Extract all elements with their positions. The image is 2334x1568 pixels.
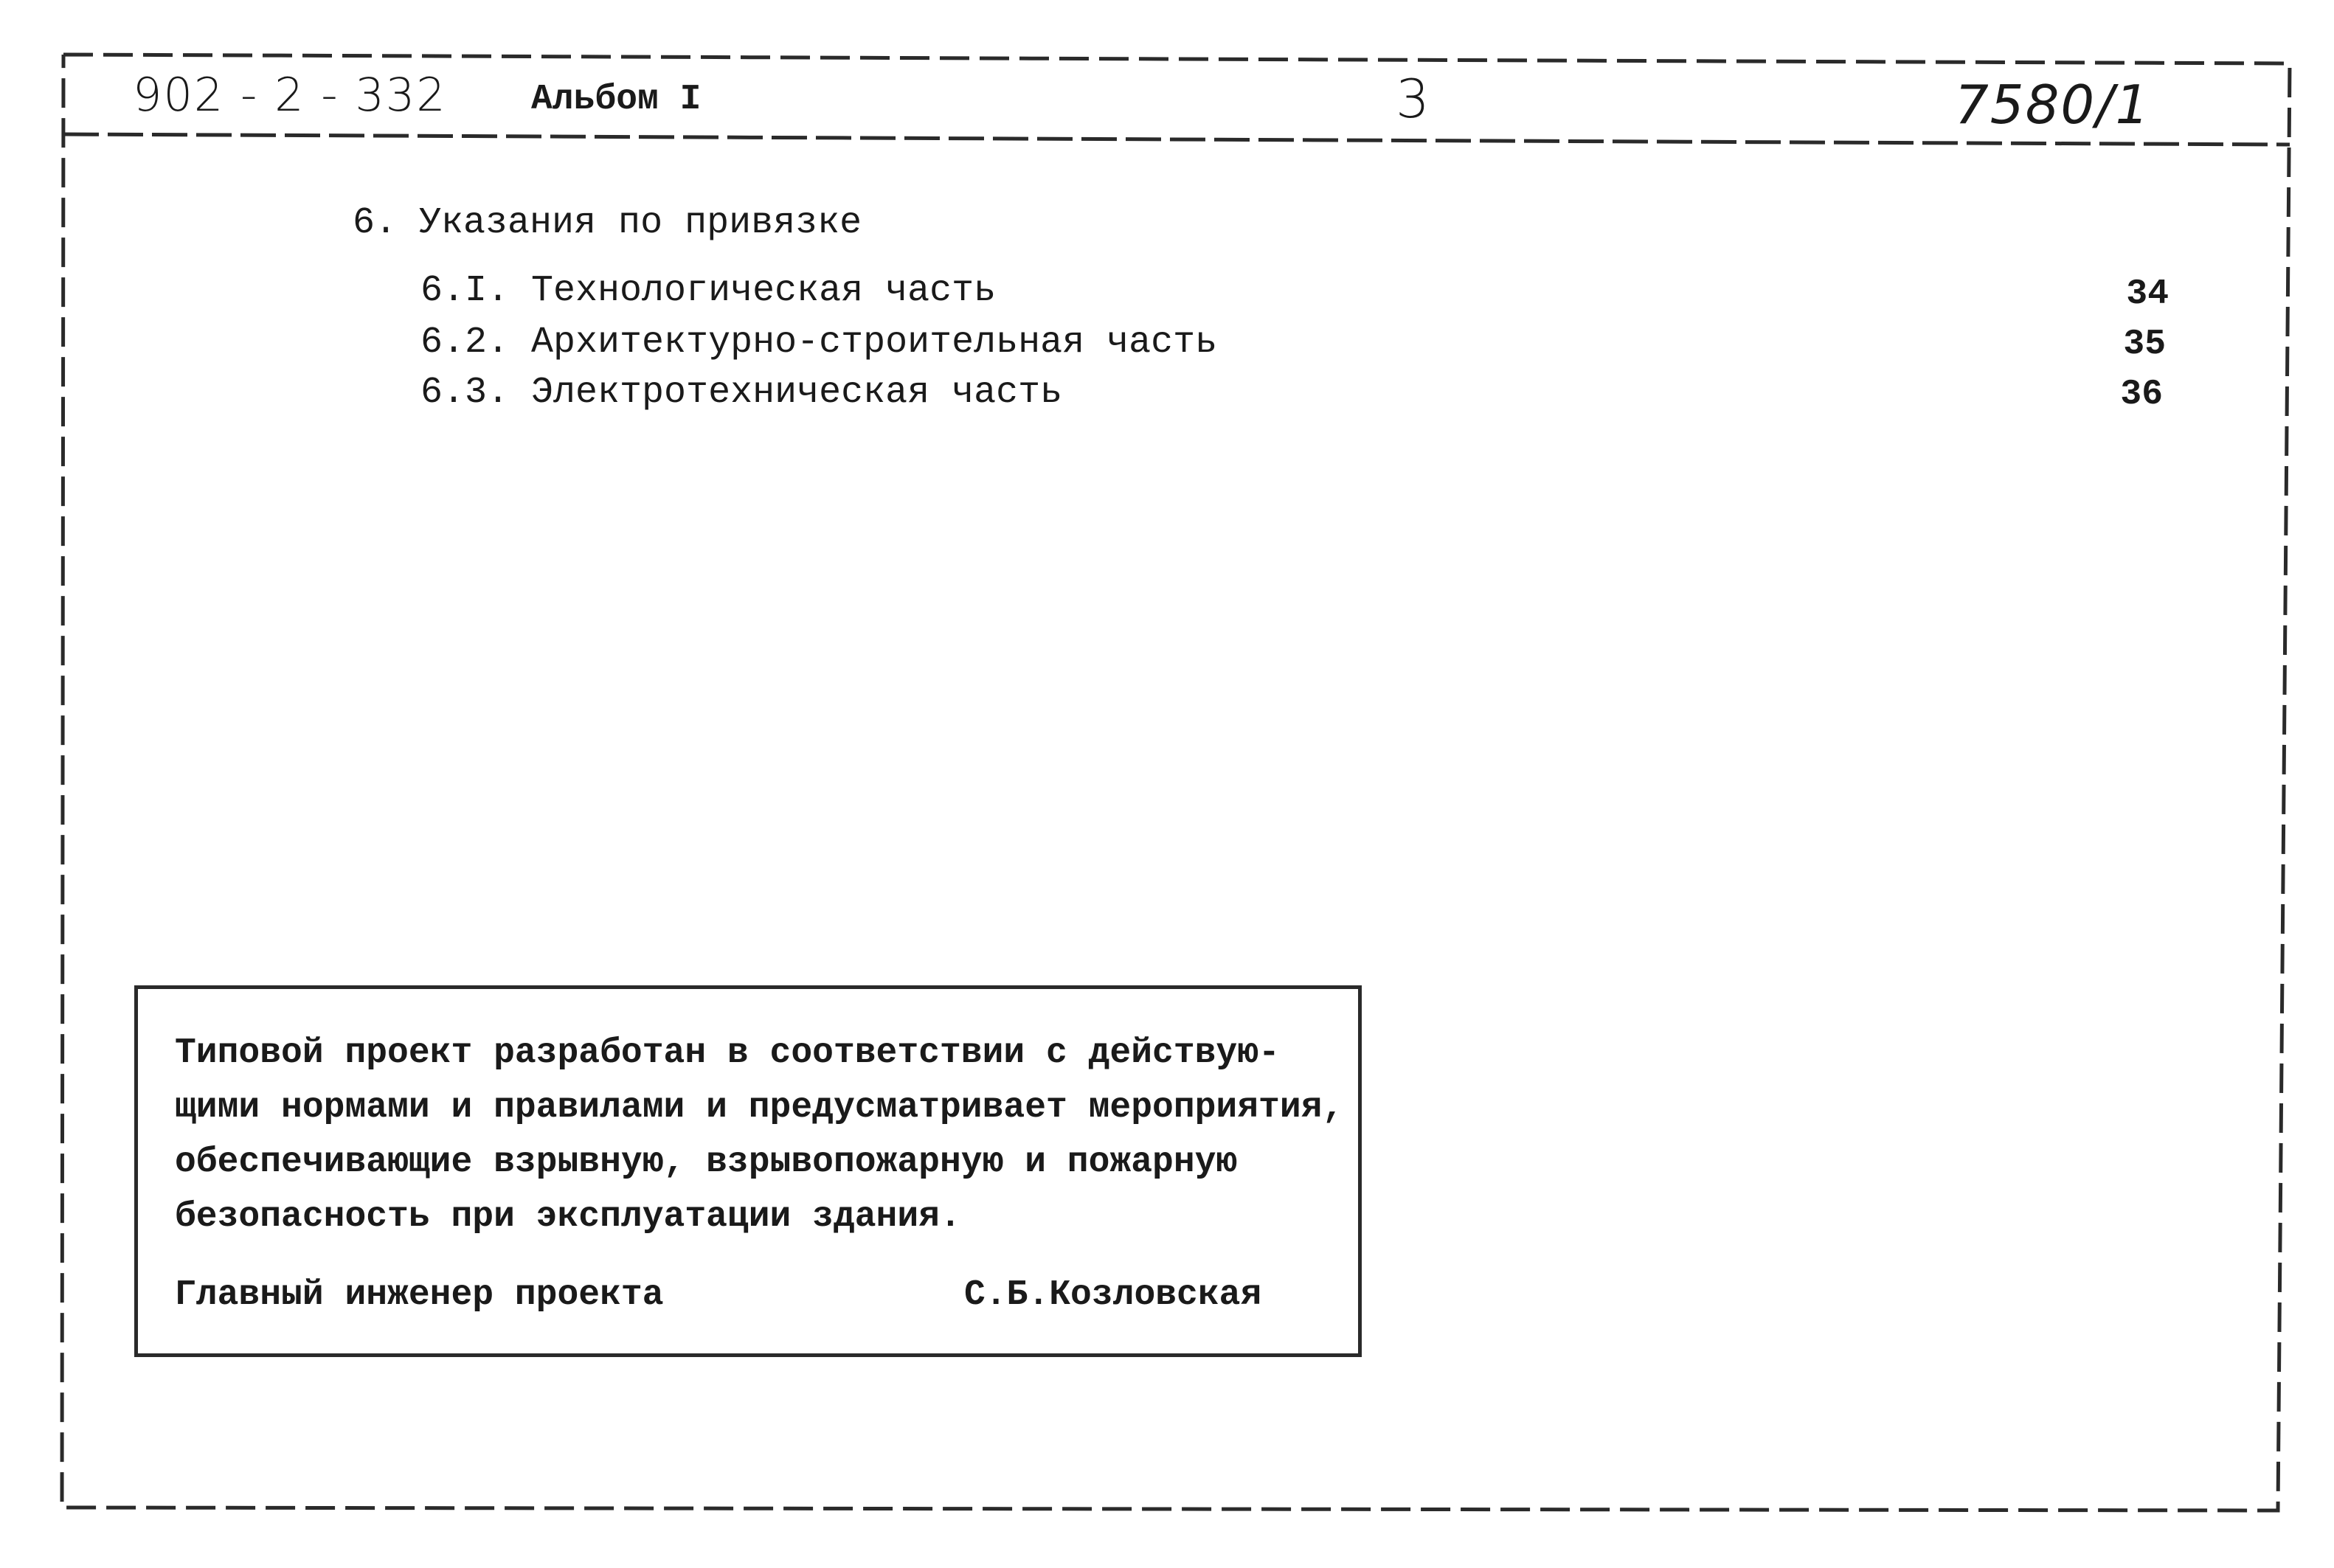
toc-item-page: 36 [2120,375,2163,414]
header-rule [63,134,2290,145]
toc-item-label: 6.I. Технологическая часть [420,270,997,312]
compliance-note-box [134,985,1362,1357]
toc-item-page: 34 [2126,274,2169,314]
toc-item-label: 6.2. Архитектурно-строительная часть [420,322,1218,364]
section-title: 6. Указания по привязке [353,202,862,244]
inventory-number: 7580/1 [1955,74,2151,136]
signer-title: Главный инженер проекта [175,1275,664,1315]
sheet-number: 3 [1396,68,1431,130]
album-label: Альбом I [531,80,702,119]
note-line: Типовой проект разработан в соответствии с действую- [175,1033,1280,1073]
note-line: щими нормами и правилами и предусматривает мероприятия, [175,1088,1344,1128]
toc-item-label: 6.3. Электротехническая часть [420,372,1063,414]
toc-item-page: 35 [2123,325,2166,364]
note-line: безопасность при эксплуатации здания. [175,1197,961,1237]
note-line: обеспечивающие взрывную, взрывопожарную и пожарную [175,1142,1238,1182]
document-code: 902 - 2 - 332 [133,68,447,122]
signer-name: С.Б.Козловская [964,1275,1262,1315]
